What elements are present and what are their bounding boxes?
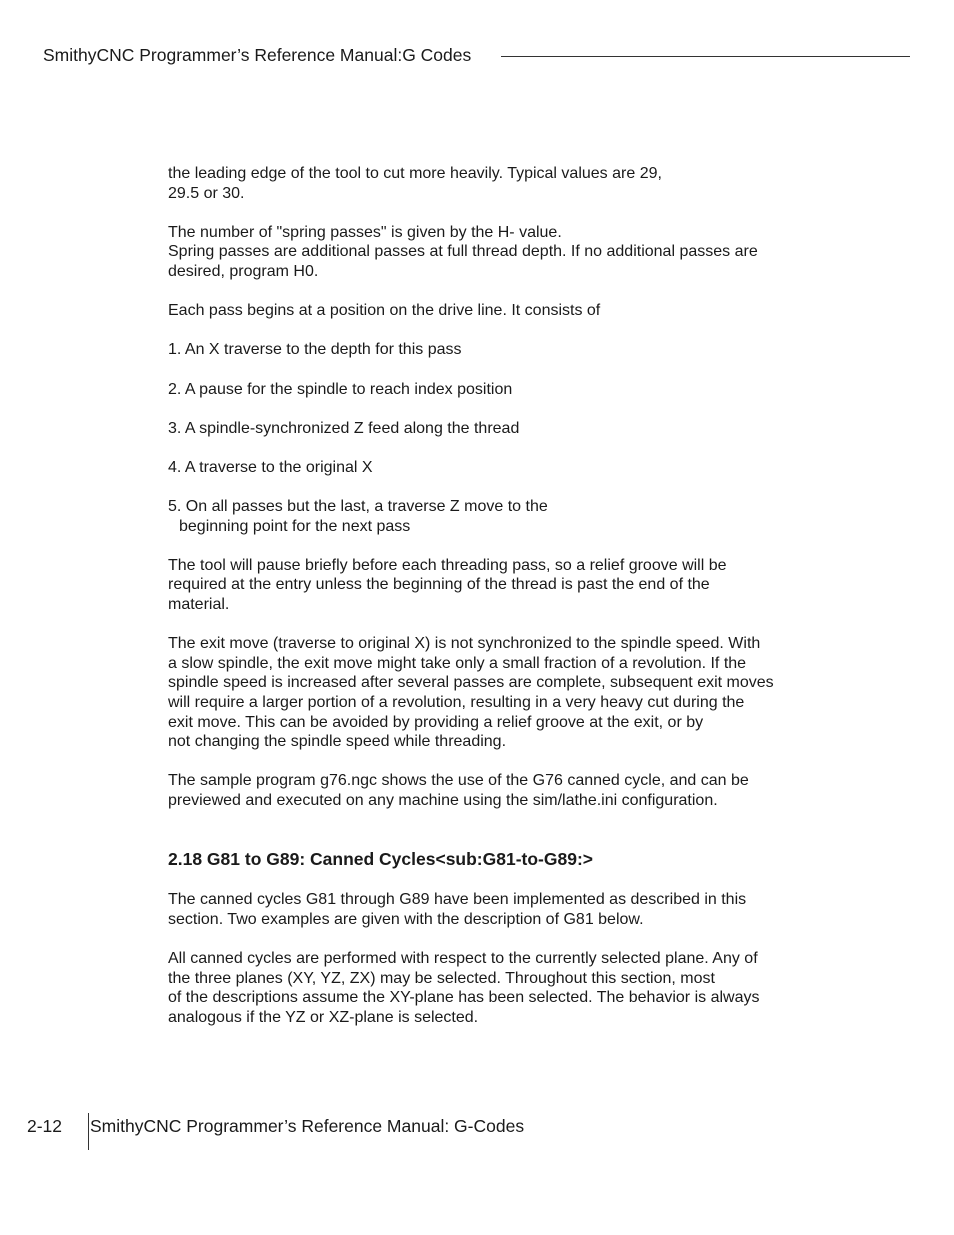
paragraph — [168, 458, 808, 478]
text-line: spindle speed is increased after several passes are complete, subsequent exit moves — [168, 674, 774, 692]
text-line: a slow spindle, the exit move might take only a small fraction of a revolution. If the — [168, 654, 747, 672]
paragraph — [168, 340, 808, 360]
text-line: The canned cycles G81 through G89 have been implemented as described in this — [168, 891, 747, 909]
text-line: previewed and executed on any machine using the sim/lathe.ini configuration. — [168, 792, 718, 809]
paragraph — [168, 301, 808, 321]
text-line: required at the entry unless the beginning of the thread is past the end of the — [168, 576, 710, 594]
paragraph — [168, 419, 808, 439]
footer-rule — [88, 1113, 89, 1150]
text-line: 4. A traverse to the original X — [168, 458, 373, 476]
text-line: the three planes (XY, YZ, ZX) may be selected. Throughout this section, most — [168, 969, 715, 987]
page-body — [168, 164, 808, 1047]
paragraph — [168, 556, 808, 615]
text-line: The sample program g76.ngc shows the use of the G76 canned cycle, and can be — [168, 772, 749, 790]
paragraph — [168, 634, 808, 752]
paragraph — [168, 771, 808, 810]
text-line: will require a larger portion of a revolution, resulting in a very heavy cut during the — [168, 694, 745, 712]
text-line: of the descriptions assume the XY-plane has been selected. The behavior is always — [168, 989, 760, 1007]
text-line: section. Two examples are given with the description of G81 below. — [168, 910, 644, 928]
text-line: the leading edge of the tool to cut more heavily. Typical values are 29, — [168, 165, 662, 182]
text-line: 29.5 or 30. — [168, 184, 245, 202]
page-number: 2-12 — [27, 1116, 63, 1136]
text-line: The tool will pause briefly before each threading pass, so a relief groove will be — [168, 556, 727, 574]
paragraph — [168, 890, 808, 929]
text-line: Spring passes are additional passes at full thread depth. If no additional passes are — [168, 243, 758, 261]
paragraph — [168, 164, 808, 203]
running-footer-title: SmithyCNC Programmer’s Reference Manual: G-Codes — [90, 1116, 525, 1136]
text-line: 5. On all passes but the last, a traverse Z move to the — [168, 498, 548, 516]
text-line: analogous if the YZ or XZ-plane is selected. — [168, 1008, 479, 1026]
text-line: 3. A spindle-synchronized Z feed along the thread — [168, 419, 520, 437]
text-line: The number of "spring passes" is given by the H- value. — [168, 223, 562, 241]
text-line: beginning point for the next pass — [179, 517, 411, 535]
text-line: material. — [168, 596, 230, 614]
section-heading: 2.18 G81 to G89: Canned Cycles<sub:G81-to-G89:> — [168, 848, 594, 869]
paragraph — [168, 223, 808, 282]
text-section-canned-cycles — [168, 890, 808, 1027]
text-line: All canned cycles are performed with respect to the currently selected plane. Any of — [168, 949, 758, 967]
paragraph — [168, 380, 808, 400]
text-line: The exit move (traverse to original X) is not synchronized to the spindle speed. With — [168, 635, 761, 653]
text-section-g76 — [168, 164, 808, 811]
text-line: exit move. This can be avoided by providing a relief groove at the exit, or by — [168, 713, 704, 731]
text-line: desired, program H0. — [168, 262, 319, 280]
paragraph — [168, 949, 808, 1027]
paragraph — [168, 497, 808, 536]
text-line: 2. A pause for the spindle to reach index position — [168, 380, 513, 398]
header-rule — [501, 56, 910, 57]
running-header-title: SmithyCNC Programmer’s Reference Manual:G Codes — [43, 45, 472, 65]
text-line: 1. An X traverse to the depth for this pass — [168, 341, 462, 359]
text-line: not changing the spindle speed while threading. — [168, 733, 507, 751]
text-line: Each pass begins at a position on the drive line. It consists of — [168, 302, 601, 320]
